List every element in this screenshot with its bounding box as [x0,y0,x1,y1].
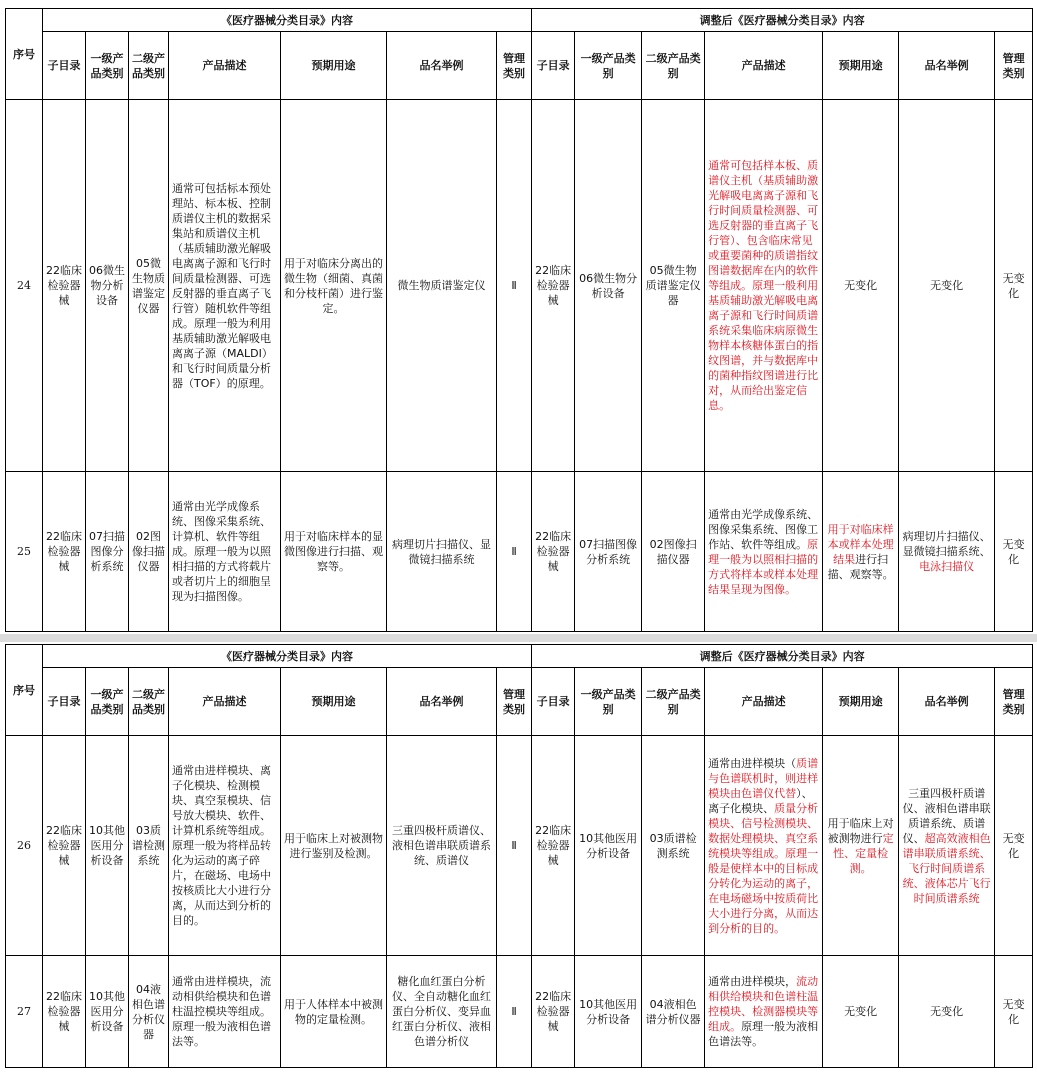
header-adj-cat1: 一级产品类别 [575,32,642,100]
header-examples: 品名举例 [387,32,497,100]
cell-adj-use [823,472,899,632]
cell-use: 用于对临床分离出的微生物（细菌、真菌和分枝杆菌）进行鉴定。 [281,100,387,472]
changed-text: 质量分析模块、信号检测模块、数据处理模块、真空系统模块等组成。原理一般是使样本中的目标成分转化为运动的离子，在电场磁场中按质荷比大小进行分离，从而达到分析的目的。 [708,801,819,935]
header-adjusted-group: 调整后《医疗器械分类目录》内容 [532,9,1033,32]
cell-seq: 25 [6,472,43,632]
cell-mgmt: Ⅱ [497,472,532,632]
changed-text: 用于对临床样本或样本处理结果 [827,522,894,566]
header-cat2: 二级产品类别 [129,668,169,736]
cell-cat1: 07扫描图像分析系统 [86,472,129,632]
cell-adj-use [823,100,899,472]
unchanged-text: 无变化 [844,279,878,292]
header-cat1: 一级产品类别 [86,32,129,100]
cell-adj-examples [899,472,995,632]
header-mgmt: 管理类别 [497,668,532,736]
unchanged-text: 进行扫描、观察等。 [827,552,894,581]
cell-desc: 通常由光学成像系统、图像采集系统、计算机、软件等组成。原理一般为以照相扫描的方式将载片或者切片上的细胞呈现为扫描图像。 [169,472,281,632]
cell-cat2: 05微生物质谱鉴定仪器 [129,100,169,472]
header-adj-sub: 子目录 [532,668,575,736]
header-desc: 产品描述 [169,668,281,736]
cell-use: 用于对临床样本的显微图像进行扫描、观察等。 [281,472,387,632]
header-cat2: 二级产品类别 [129,32,169,100]
changed-text: 原理一般为以照相扫描的方式将样本或样本处理结果呈现为图像。 [708,537,819,596]
table-row [6,736,1033,956]
cell-adj-cat1: 06微生物分析设备 [575,100,642,472]
cell-desc: 通常由进样模块、离子化模块、检测模块、真空泵模块、信号放大模块、软件、计算机系统等组成。原理一般为将样品转化为运动的离子碎片，在磁场、电场中按核质比大小进行分离，从而达到分析的目的。 [169,736,281,956]
cell-adj-cat1: 07扫描图像分析系统 [575,472,642,632]
cell-seq: 26 [6,736,43,956]
unchanged-text: 通常由进样模块（ [708,756,797,770]
unchanged-text: 通常由进样模块， [708,975,797,988]
cell-use: 用于人体样本中被测物的定量检测。 [281,956,387,1068]
header-sub: 子目录 [43,668,86,736]
header-adj-sub: 子目录 [532,32,575,100]
header-adj-mgmt: 管理类别 [995,668,1033,736]
cell-desc: 通常由进样模块，流动相供给模块和色谱柱温控模块等组成。原理一般为液相色谱法等。 [169,956,281,1068]
changed-text: 通常可包括样本板、质谱仪主机（基质辅助激光解吸电离离子源和飞行时间质量检测器、可选反射器的垂直离子飞行管）、包含临床常见或重要菌种的质谱指纹图谱数据库在内的软件等组成。原理一般利用基质辅助激光解吸电离离子源和飞行时间质谱系统采集临床病原微生物样本核糖体蛋白的指纹图谱，并与数据库中的菌种指纹图谱进行比对，从而给出鉴定信息。 [708,159,819,412]
header-adj-examples: 品名举例 [899,668,995,736]
table-row [6,956,1033,1068]
header-adj-mgmt: 管理类别 [995,32,1033,100]
header-use: 预期用途 [281,668,387,736]
cell-adj-sub: 22临床检验器械 [532,736,575,956]
header-adj-cat2: 二级产品类别 [642,668,705,736]
cell-sub: 22临床检验器械 [43,100,86,472]
cell-adj-examples [899,100,995,472]
cell-desc: 通常可包括标本预处理站、标本板、控制质谱仪主机的数据采集站和质谱仪主机（基质辅助激光解吸电离离子源和飞行时间质量检测器、可选反射器的垂直离子飞行管）随机软件等组成。原理一般为利用基质辅助激光解吸电离离子源（MALDI）和飞行时间质量分析器（TOF）的原理。 [169,100,281,472]
header-adj-cat2: 二级产品类别 [642,32,705,100]
cell-adj-mgmt: 无变化 [995,736,1033,956]
cell-adj-cat2: 04液相色谱分析仪器 [642,956,705,1068]
header-sub: 子目录 [43,32,86,100]
changed-text: 质谱与色谱联机时，则进样模块由色谱仪代替 [708,756,819,800]
cell-adj-cat2: 05微生物质谱鉴定仪器 [642,100,705,472]
header-adjusted-group: 调整后《医疗器械分类目录》内容 [532,645,1033,668]
unchanged-text: 用于临床上对被测物进行 [827,816,894,845]
unchanged-text: 无变化 [930,279,964,292]
cell-use: 用于临床上对被测物进行鉴别及检测。 [281,736,387,956]
cell-adj-examples [899,956,995,1068]
cell-cat2: 02图像扫描仪器 [129,472,169,632]
cell-sub: 22临床检验器械 [43,736,86,956]
cell-examples: 三重四极杆质谱仪、液相色谱串联质谱系统、质谱仪 [387,736,497,956]
header-adj-use: 预期用途 [823,32,899,100]
cell-adj-desc [705,472,823,632]
header-adj-use: 预期用途 [823,668,899,736]
unchanged-text: 通常由光学成像系统、图像采集系统、图像工作站、软件等组成。 [708,507,819,551]
cell-mgmt: Ⅱ [497,736,532,956]
cell-examples: 糖化血红蛋白分析仪、全自动糖化血红蛋白分析仪、变异血红蛋白分析仪、液相色谱分析仪 [387,956,497,1068]
changed-text: 电泳扫描仪 [919,560,975,573]
header-seq: 序号 [6,645,43,736]
unchanged-text: 无变化 [844,1005,878,1018]
changed-text: 定性、定量检测。 [833,831,894,875]
cell-adj-desc [705,736,823,956]
cell-sub: 22临床检验器械 [43,956,86,1068]
changed-text: 流动相供给模块和色谱柱温控模块、检测器模块等组成。 [708,975,819,1033]
cell-examples: 微生物质谱鉴定仪 [387,100,497,472]
header-cat1: 一级产品类别 [86,668,129,736]
header-adj-examples: 品名举例 [899,32,995,100]
cell-mgmt: Ⅱ [497,100,532,472]
classification-table-1 [5,8,1033,632]
header-adj-desc: 产品描述 [705,32,823,100]
table-row [6,100,1033,472]
cell-mgmt: Ⅱ [497,956,532,1068]
table-row [6,472,1033,632]
cell-cat2: 04液相色谱分析仪器 [129,956,169,1068]
cell-adj-mgmt: 无变化 [995,100,1033,472]
header-adj-desc: 产品描述 [705,668,823,736]
classification-table-2 [5,644,1033,1068]
header-seq: 序号 [6,9,43,100]
cell-adj-cat2: 02图像扫描仪器 [642,472,705,632]
cell-cat1: 10其他医用分析设备 [86,956,129,1068]
cell-cat1: 10其他医用分析设备 [86,736,129,956]
cell-adj-sub: 22临床检验器械 [532,956,575,1068]
unchanged-text: 三重四极杆质谱仪、液相色谱串联质谱系统、质谱仪、 [902,786,991,845]
cell-adj-cat2: 03质谱检测系统 [642,736,705,956]
page-separator [0,634,1037,642]
cell-adj-examples [899,736,995,956]
cell-sub: 22临床检验器械 [43,472,86,632]
changed-text: 超高效液相色谱串联质谱系统、飞行时间质谱系统、液体芯片飞行时间质谱系统 [902,831,991,905]
cell-seq: 27 [6,956,43,1068]
header-mgmt: 管理类别 [497,32,532,100]
cell-adj-mgmt: 无变化 [995,472,1033,632]
cell-adj-use [823,956,899,1068]
header-original-group: 《医疗器械分类目录》内容 [43,645,532,668]
cell-adj-cat1: 10其他医用分析设备 [575,736,642,956]
cell-adj-use [823,736,899,956]
header-original-group: 《医疗器械分类目录》内容 [43,9,532,32]
cell-examples: 病理切片扫描仪、显微镜扫描系统 [387,472,497,632]
unchanged-text: ）、离子化模块、 [708,786,813,815]
cell-adj-desc [705,100,823,472]
cell-adj-sub: 22临床检验器械 [532,100,575,472]
cell-adj-sub: 22临床检验器械 [532,472,575,632]
cell-adj-mgmt: 无变化 [995,956,1033,1068]
unchanged-text: 无变化 [930,1005,964,1018]
cell-adj-cat1: 10其他医用分析设备 [575,956,642,1068]
header-desc: 产品描述 [169,32,281,100]
header-examples: 品名举例 [387,668,497,736]
cell-cat2: 03质谱检测系统 [129,736,169,956]
cell-adj-desc [705,956,823,1068]
unchanged-text: 原理一般为液相色谱法等。 [708,1020,819,1048]
cell-seq: 24 [6,100,43,472]
header-use: 预期用途 [281,32,387,100]
unchanged-text: 病理切片扫描仪、显微镜扫描系统、 [902,530,991,558]
header-adj-cat1: 一级产品类别 [575,668,642,736]
cell-cat1: 06微生物分析设备 [86,100,129,472]
